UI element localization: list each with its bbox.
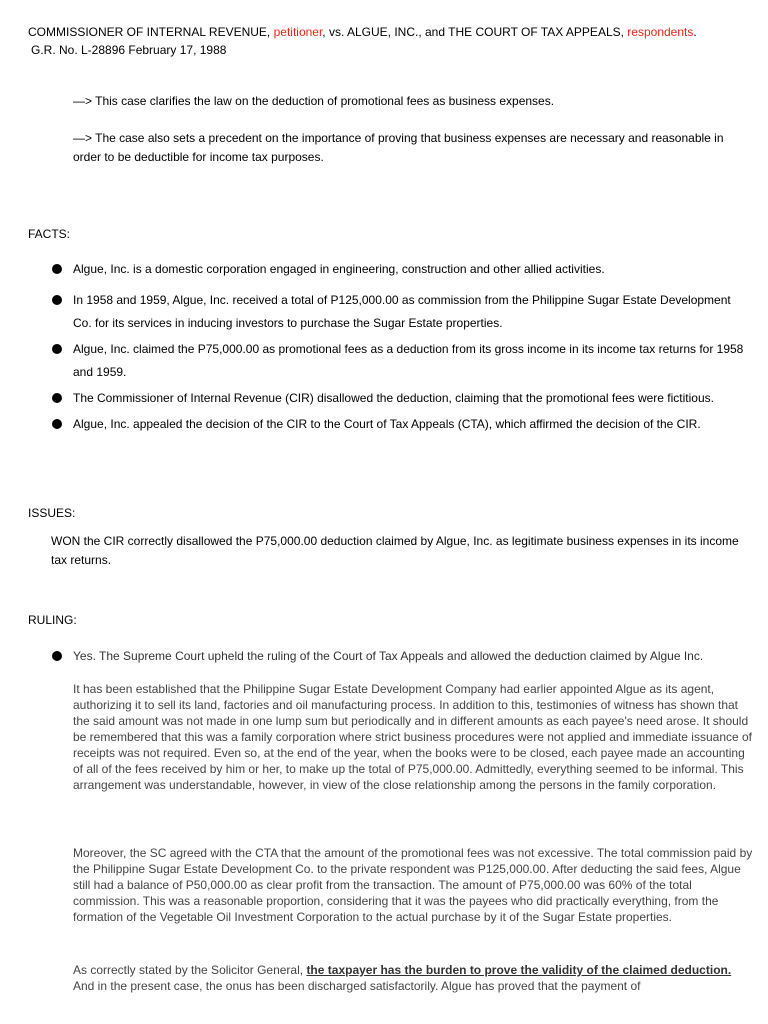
facts-heading: FACTS:	[28, 227, 71, 241]
burden-of-proof-emphasis: the taxpayer has the burden to prove the validity of the claimed deduction.	[306, 963, 732, 977]
bullet-icon	[52, 393, 62, 403]
respondents-label: respondents	[627, 25, 694, 39]
list-item: Algue, Inc. is a domestic corporation engaged in engineering, construction and other allied activities.	[50, 258, 750, 281]
bullet-icon	[52, 344, 62, 354]
bullet-icon	[52, 264, 62, 274]
ruling-paragraph-3: As correctly stated by the Solicitor General, the taxpayer has the burden to prove the validity of the claimed deduction. And in the present case, the onus has been discharged satisfactorily. Algue has proved that the payment of	[73, 963, 732, 993]
bullet-icon	[52, 295, 62, 305]
list-item: The Commissioner of Internal Revenue (CIR) disallowed the deduction, claiming that the promotional fees were fictitious.	[50, 387, 750, 410]
case-header	[28, 23, 748, 59]
ruling-paragraph-1: It has been established that the Philippine Sugar Estate Development Company had earlier appointed Algue as its agent, authorizing it to sell its land, factories and oil manufacturing process. In addition to this, testimonies of witness has shown that the said amount was not made in one lump sum but periodically and in different amounts as each payee's need arose. It should be remembered that this was a family corporation where strict business procedures were not applied and immediate issuance of receipts was not required. Even so, at the end of the year, when the books were to be closed, each payee made an accounting of all of the fees received by him or her, to make up the total of P75,000.00. Admittedly, everything seemed to be informal. This arrangement was understandable, however, in view of the close relationship among the persons in the family corporation.	[73, 682, 753, 792]
ruling-answer: Yes. The Supreme Court upheld the ruling of the Court of Tax Appeals and allowed the deduction claimed by Algue Inc.	[50, 647, 768, 665]
case-title: COMMISSIONER OF INTERNAL REVENUE, petitioner, vs. ALGUE, INC., and THE COURT OF TAX APPEALS, respondents.	[28, 25, 697, 39]
list-item: In 1958 and 1959, Algue, Inc. received a total of P125,000.00 as commission from the Philippine Sugar Estate Development Co. for its services in inducing investors to purchase the Sugar Estate properties.	[50, 289, 750, 335]
ruling-heading: RULING:	[28, 613, 77, 627]
bullet-icon	[52, 651, 62, 661]
case-number: G.R. No. L-28896 February 17, 1988	[31, 43, 227, 57]
facts-list	[50, 258, 750, 436]
intro-note-2: —> The case also sets a precedent on the importance of proving that business expenses are necessary and reasonable in order to be deductible for income tax purposes.	[73, 131, 724, 164]
ruling-paragraph-2: Moreover, the SC agreed with the CTA that the amount of the promotional fees was not excessive. The total commission paid by the Philippine Sugar Estate Development Co. to the private respondent was P125,000.00. After deducting the said fees, Algue still had a balance of P50,000.00 as clear profit from the transaction. The amount of P75,000.00 was 60% of the total commission. This was a reasonable proportion, considering that it was the payees who did practically everything, from the formation of the Vegetable Oil Investment Corporation to the actual purchase by it of the Sugar Estate properties.	[73, 846, 753, 924]
list-item: Algue, Inc. claimed the P75,000.00 as promotional fees as a deduction from its gross income in its income tax returns for 1958 and 1959.	[50, 338, 750, 384]
bullet-icon	[52, 419, 62, 429]
list-item: Algue, Inc. appealed the decision of the CIR to the Court of Tax Appeals (CTA), which affirmed the decision of the CIR.	[50, 413, 750, 436]
issue-text: WON the CIR correctly disallowed the P75,000.00 deduction claimed by Algue, Inc. as legitimate business expenses in its income tax returns.	[51, 534, 739, 567]
issues-heading: ISSUES:	[28, 506, 76, 520]
petitioner-label: petitioner	[273, 25, 323, 39]
intro-note-1: —> This case clarifies the law on the deduction of promotional fees as business expenses.	[73, 94, 555, 108]
